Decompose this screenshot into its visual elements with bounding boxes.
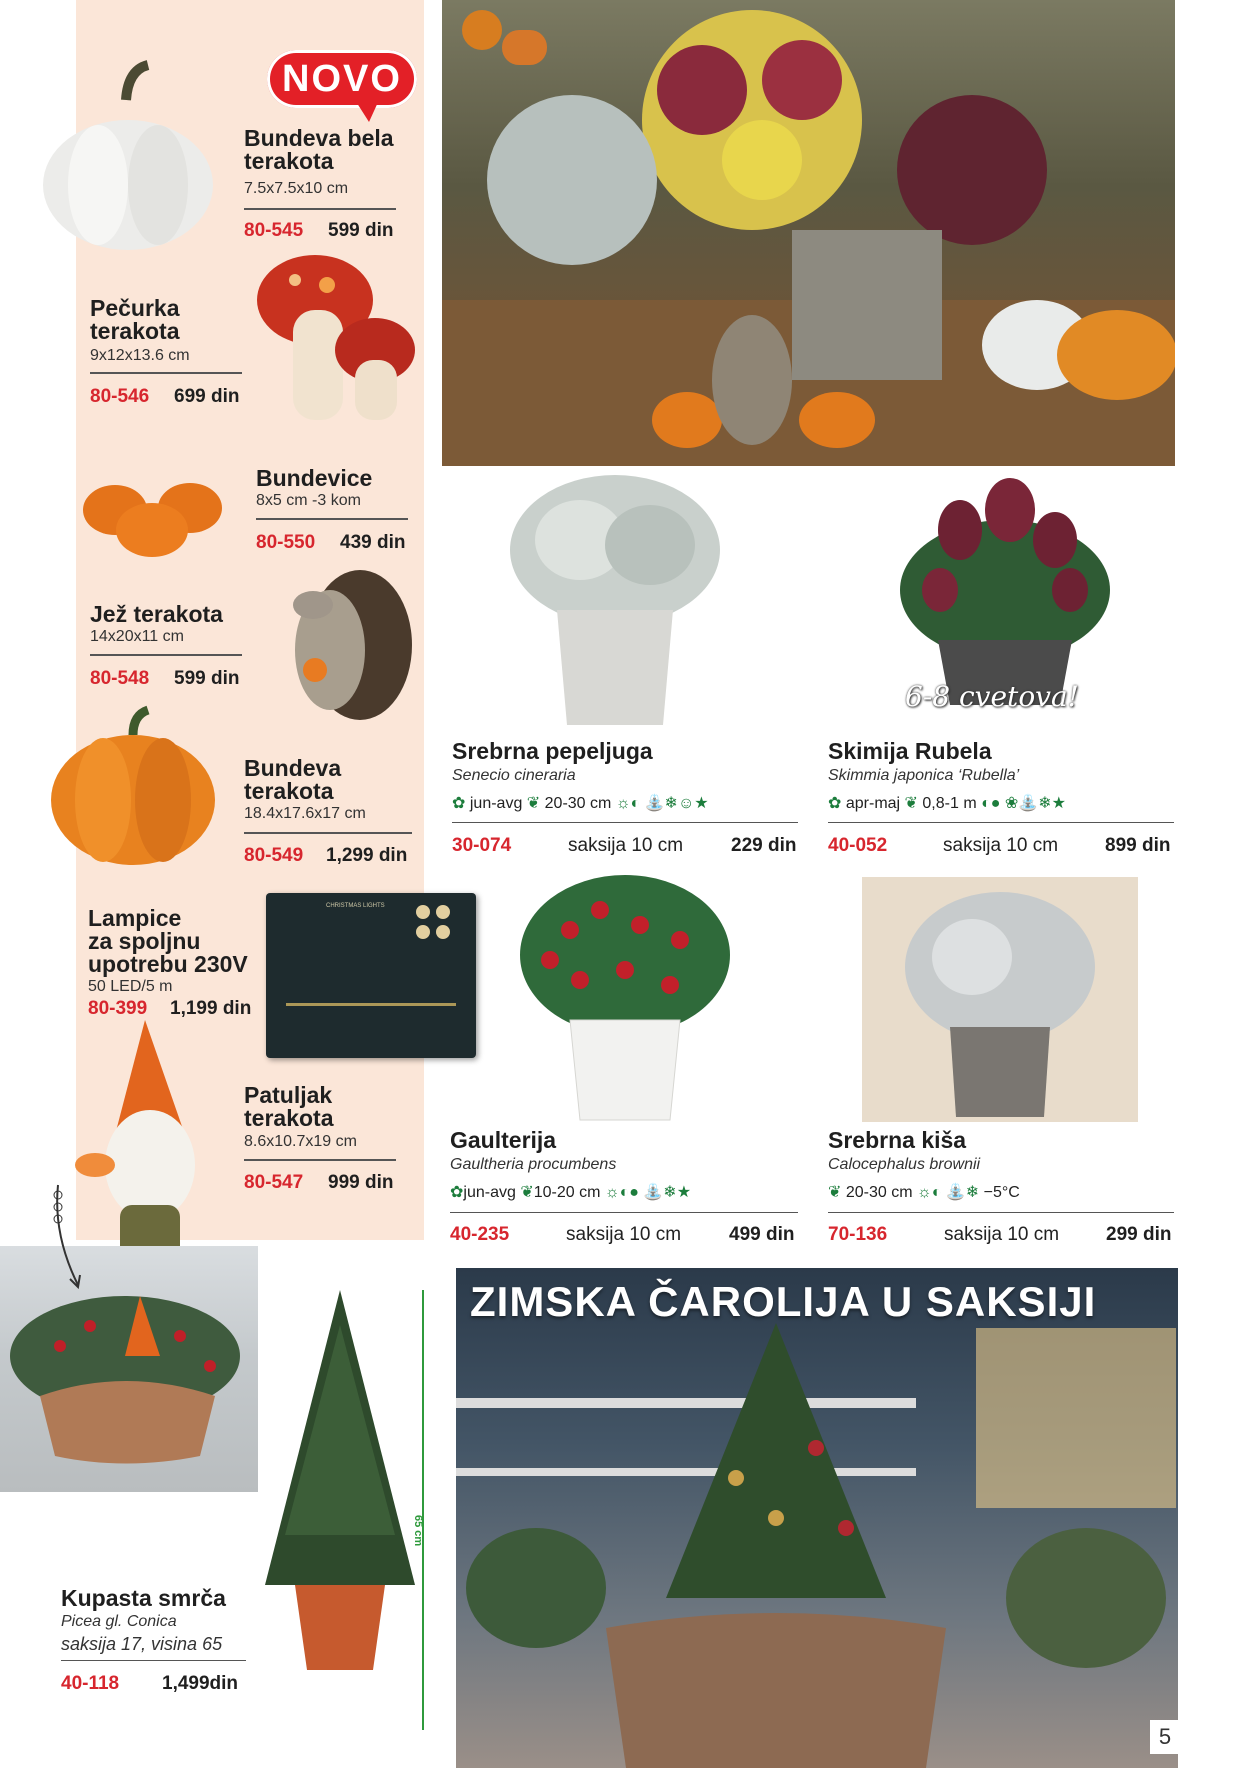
product-dimensions: 8.6x10.7x19 cm — [244, 1133, 357, 1150]
autumn-arrangement-illustration — [442, 0, 1175, 466]
white-pumpkin-image — [38, 60, 218, 250]
frost-icon: ❄ — [663, 1184, 677, 1201]
height-marker-label: 65 cm — [412, 1515, 424, 1547]
plant-height: 20-30 cm — [544, 795, 612, 812]
page-number: 5 — [1150, 1720, 1180, 1754]
bulb-icon — [416, 925, 430, 939]
plant-price: 499 din — [729, 1224, 795, 1245]
product-price: 999 din — [328, 1172, 394, 1193]
product-code: 80-546 — [90, 386, 150, 407]
plant-height: 10-20 cm — [533, 1184, 601, 1201]
plant-height: 0,8-1 m — [922, 795, 977, 812]
product-name: Patuljak — [244, 1082, 333, 1108]
height-marker-line — [422, 1290, 424, 1730]
product-code: 80-399 — [88, 998, 148, 1019]
pot-size: saksija 10 cm — [943, 835, 1059, 856]
watering-icon: ⛲ — [643, 1184, 664, 1201]
divider — [244, 208, 396, 210]
height-icon: ❦ — [904, 795, 918, 812]
plant-price: 229 din — [731, 835, 797, 856]
spruce-details: saksija 17, visina 65 — [61, 1634, 223, 1654]
product-code: 80-545 — [244, 220, 304, 241]
sun-icon: ☼ — [604, 1184, 620, 1201]
watering-icon: ⛲ — [644, 795, 665, 812]
sun-icon: ☼ — [615, 795, 631, 812]
spruce-price: 1,499din — [162, 1673, 239, 1694]
bulb-icon — [436, 905, 450, 919]
winter-planter-illustration — [0, 1246, 258, 1492]
spruce-name: Kupasta smrča — [61, 1585, 226, 1611]
gaultheria-plant-image — [510, 870, 740, 1125]
flower-icon: ✿ — [828, 795, 842, 812]
product-dimensions: 7.5x7.5x10 cm — [244, 180, 349, 197]
winter-terrace-illustration — [456, 1268, 1178, 1768]
half-shade-icon: ◐ — [931, 1184, 942, 1201]
star-icon: ★ — [1051, 795, 1066, 812]
product-name-line3: upotrebu 230V — [88, 951, 248, 977]
flower-icon: ✿ — [450, 1184, 464, 1201]
divider — [828, 1212, 1174, 1213]
flowering-period: apr-maj — [845, 795, 901, 812]
shade-icon: ● — [990, 795, 1001, 812]
winter-banner-title: ZIMSKA ČAROLIJA U SAKSIJI — [470, 1278, 1097, 1325]
product-dimensions: 9x12x13.6 cm — [90, 347, 190, 364]
product-price: 1,199 din — [170, 998, 252, 1019]
lights-strand — [286, 1003, 456, 1006]
plant-height: 20-30 cm — [845, 1184, 913, 1201]
care-icons-row — [828, 793, 1066, 813]
pot-size: saksija 10 cm — [944, 1224, 1060, 1245]
product-price: 599 din — [328, 220, 394, 241]
arrow-icon — [48, 1175, 88, 1295]
product-name: Lampice — [88, 905, 182, 931]
plant-name: Gaulterija — [450, 1127, 557, 1153]
product-price: 1,299 din — [326, 845, 408, 866]
care-icons-row — [450, 1182, 691, 1202]
product-name: Bundeva bela — [244, 125, 394, 151]
product-name: Bundevice — [256, 465, 373, 491]
product-name: Jež terakota — [90, 601, 223, 627]
lights-box-image — [266, 893, 476, 1058]
bulb-icon — [416, 905, 430, 919]
divider — [244, 1159, 396, 1161]
plant-latin-name: Gaultheria procumbens — [450, 1156, 617, 1173]
flower-icon: ✿ — [452, 795, 466, 812]
flowers-count-note: 6-8 cvetova! — [905, 680, 1079, 713]
divider — [61, 1660, 246, 1661]
frost-icon: ❄ — [1038, 795, 1052, 812]
plant-latin-name: Skimmia japonica ‘Rubella’ — [828, 767, 1020, 784]
product-name-line2: terakota — [244, 778, 334, 804]
bulb-icon — [436, 925, 450, 939]
lights-box-label: CHRISTMAS LIGHTS — [326, 903, 385, 909]
product-price: 439 din — [340, 532, 406, 553]
winter-terrace-photo — [456, 1268, 1178, 1768]
autumn-arrangement-photo — [442, 0, 1175, 466]
plant-price: 299 din — [1106, 1224, 1172, 1245]
product-price: 599 din — [174, 668, 240, 689]
half-shade-icon: ◐ — [630, 795, 641, 812]
berries-icon: ❀ — [1004, 795, 1019, 812]
hedgehog-image — [285, 560, 415, 725]
product-dimensions: 14x20x11 cm — [90, 628, 184, 645]
divider — [90, 654, 242, 656]
care-icons-row — [828, 1182, 1020, 1202]
height-icon: ❦ — [526, 795, 541, 812]
product-dimensions: 8x5 cm -3 kom — [256, 492, 361, 509]
watering-icon: ⛲ — [945, 1184, 966, 1201]
pot-size: saksija 10 cm — [566, 1224, 682, 1245]
spruce-image — [255, 1285, 425, 1675]
product-code: 80-547 — [244, 1172, 304, 1193]
height-icon: ❦ — [520, 1184, 534, 1201]
divider — [828, 822, 1174, 823]
product-name: Bundeva — [244, 755, 342, 781]
product-name-line2: terakota — [244, 1105, 334, 1131]
divider — [244, 832, 412, 834]
plant-name: Srebrna pepeljuga — [452, 738, 653, 764]
star-icon: ★ — [694, 795, 709, 812]
product-name: Pečurka — [90, 295, 180, 321]
height-icon: ❦ — [828, 1184, 842, 1201]
new-badge-tail — [355, 100, 379, 122]
divider — [452, 822, 798, 823]
mushroom-image — [255, 250, 415, 440]
plant-name: Skimija Rubela — [828, 738, 992, 764]
pot-size: saksija 10 cm — [568, 835, 684, 856]
plant-code: 40-052 — [828, 835, 888, 856]
winter-planter-photo — [0, 1246, 258, 1492]
plant-code: 70-136 — [828, 1224, 888, 1245]
frost-icon: ❄ — [965, 1184, 980, 1201]
frost-icon: ❄ — [664, 795, 678, 812]
plant-latin-name: Calocephalus brownii — [828, 1156, 981, 1173]
divider — [90, 372, 242, 374]
product-dimensions: 50 LED/5 m — [88, 978, 173, 995]
plant-name: Srebrna kiša — [828, 1127, 967, 1153]
small-pumpkins-image — [80, 470, 230, 560]
product-name-line2: terakota — [244, 148, 334, 174]
orange-pumpkin-image — [48, 705, 218, 870]
product-price: 699 din — [174, 386, 240, 407]
care-icons-row — [452, 793, 709, 813]
product-code: 80-548 — [90, 668, 150, 689]
plant-code: 40-235 — [450, 1224, 510, 1245]
senecio-plant-image — [500, 470, 730, 730]
spruce-code: 40-118 — [61, 1673, 120, 1694]
watering-icon: ⛲ — [1018, 795, 1039, 812]
half-shade-icon: ◐ — [619, 1184, 630, 1201]
half-shade-icon: ◐ — [981, 795, 991, 812]
product-dimensions: 18.4x17.6x17 cm — [244, 805, 366, 822]
calocephalus-plant-image — [862, 877, 1138, 1122]
divider — [450, 1212, 798, 1213]
product-code: 80-550 — [256, 532, 316, 553]
spruce-latin-name: Picea gl. Conica — [61, 1613, 177, 1630]
frost-tolerance: −5°C — [983, 1184, 1020, 1201]
plant-code: 30-074 — [452, 835, 512, 856]
product-name-line2: terakota — [90, 318, 180, 344]
product-name-line2: za spoljnu — [88, 928, 201, 954]
flowering-period: jun-avg — [463, 1184, 516, 1201]
plant-latin-name: Senecio cineraria — [452, 767, 576, 784]
flowering-period: jun-avg — [469, 795, 523, 812]
gnome-image — [70, 1015, 220, 1265]
star-icon: ★ — [676, 1184, 692, 1201]
divider — [256, 518, 408, 520]
new-badge: NOVO — [267, 50, 417, 108]
product-code: 80-549 — [244, 845, 304, 866]
sun-icon: ☼ — [917, 1184, 932, 1201]
shade-icon: ● — [629, 1184, 639, 1201]
gardener-icon: ☺ — [677, 795, 695, 812]
plant-price: 899 din — [1105, 835, 1171, 856]
